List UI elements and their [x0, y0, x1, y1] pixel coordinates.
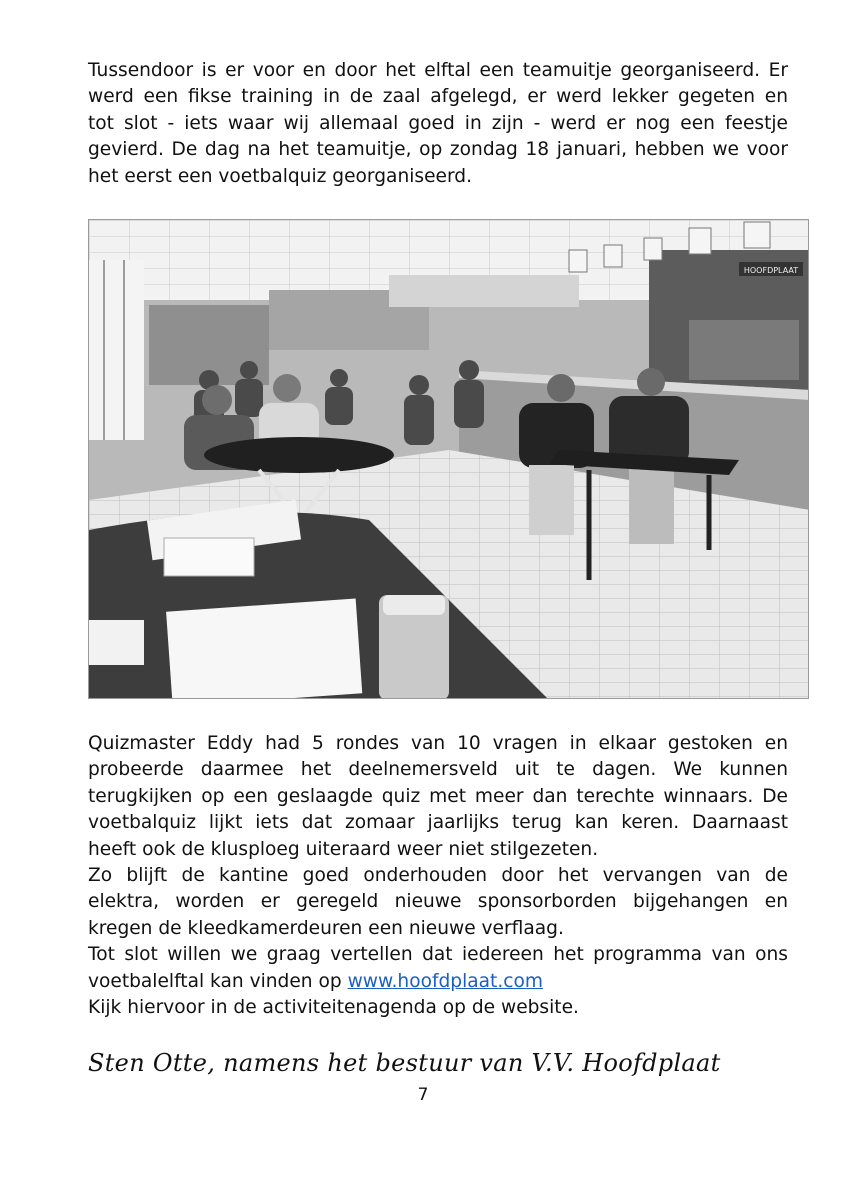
text-line: voetbalquiz lijkt iets dat zomaar jaarlijks terug kan keren. Daarnaast [88, 812, 788, 834]
text-line: gevierd. De dag na het teamuitje, op zondag 18 januari, hebben we voor [88, 139, 788, 161]
text-line: Tot slot willen we graag vertellen dat iedereen het programma van ons [88, 944, 788, 966]
text-line: tot slot - iets waar wij allemaal goed in zijn - werd er nog een feestje [88, 112, 788, 134]
text-line: werd een fikse training in de zaal afgelegd, er werd lekker gegeten en [88, 86, 788, 108]
text-line: het eerst een voetbalquiz georganiseerd. [88, 165, 472, 187]
canteen-photo-illustration [89, 220, 809, 699]
text-line: heeft ook de klusploeg uiteraard weer niet stilgezeten. [88, 838, 599, 860]
text-line: terugkijken op een geslaagde quiz met meer dan terechte winnaars. De [88, 785, 788, 807]
quiz-paragraph [88, 731, 788, 1021]
website-link[interactable]: www.hoofdplaat.com [347, 970, 543, 992]
signature: Sten Otte, namens het bestuur van V.V. Hoofdplaat [88, 1049, 721, 1077]
text-line: Kijk hiervoor in de activiteitenagenda op de website. [88, 997, 579, 1019]
text-line: Tussendoor is er voor en door het elftal een teamuitje georganiseerd. Er [88, 60, 788, 81]
bar-sign-text: HOOFDPLAAT [743, 266, 799, 275]
page-number: 7 [417, 1085, 429, 1105]
text-line: probeerde daarmee het deelnemersveld uit te dagen. We kunnen [88, 759, 788, 781]
text-line: Zo blijft de kantine goed onderhouden door het vervangen van de [88, 865, 788, 887]
text-line: Quizmaster Eddy had 5 rondes van 10 vragen in elkaar gestoken en [88, 733, 788, 754]
intro-paragraph [88, 58, 788, 190]
link-line [88, 969, 788, 995]
link-prefix: voetbalelftal kan vinden op [88, 970, 348, 992]
text-line: kregen de kleedkamerdeuren een nieuwe verflaag. [88, 917, 564, 939]
text-line: elektra, worden er geregeld nieuwe sponsorborden bijgehangen en [88, 891, 788, 913]
quiz-photo [88, 219, 809, 699]
